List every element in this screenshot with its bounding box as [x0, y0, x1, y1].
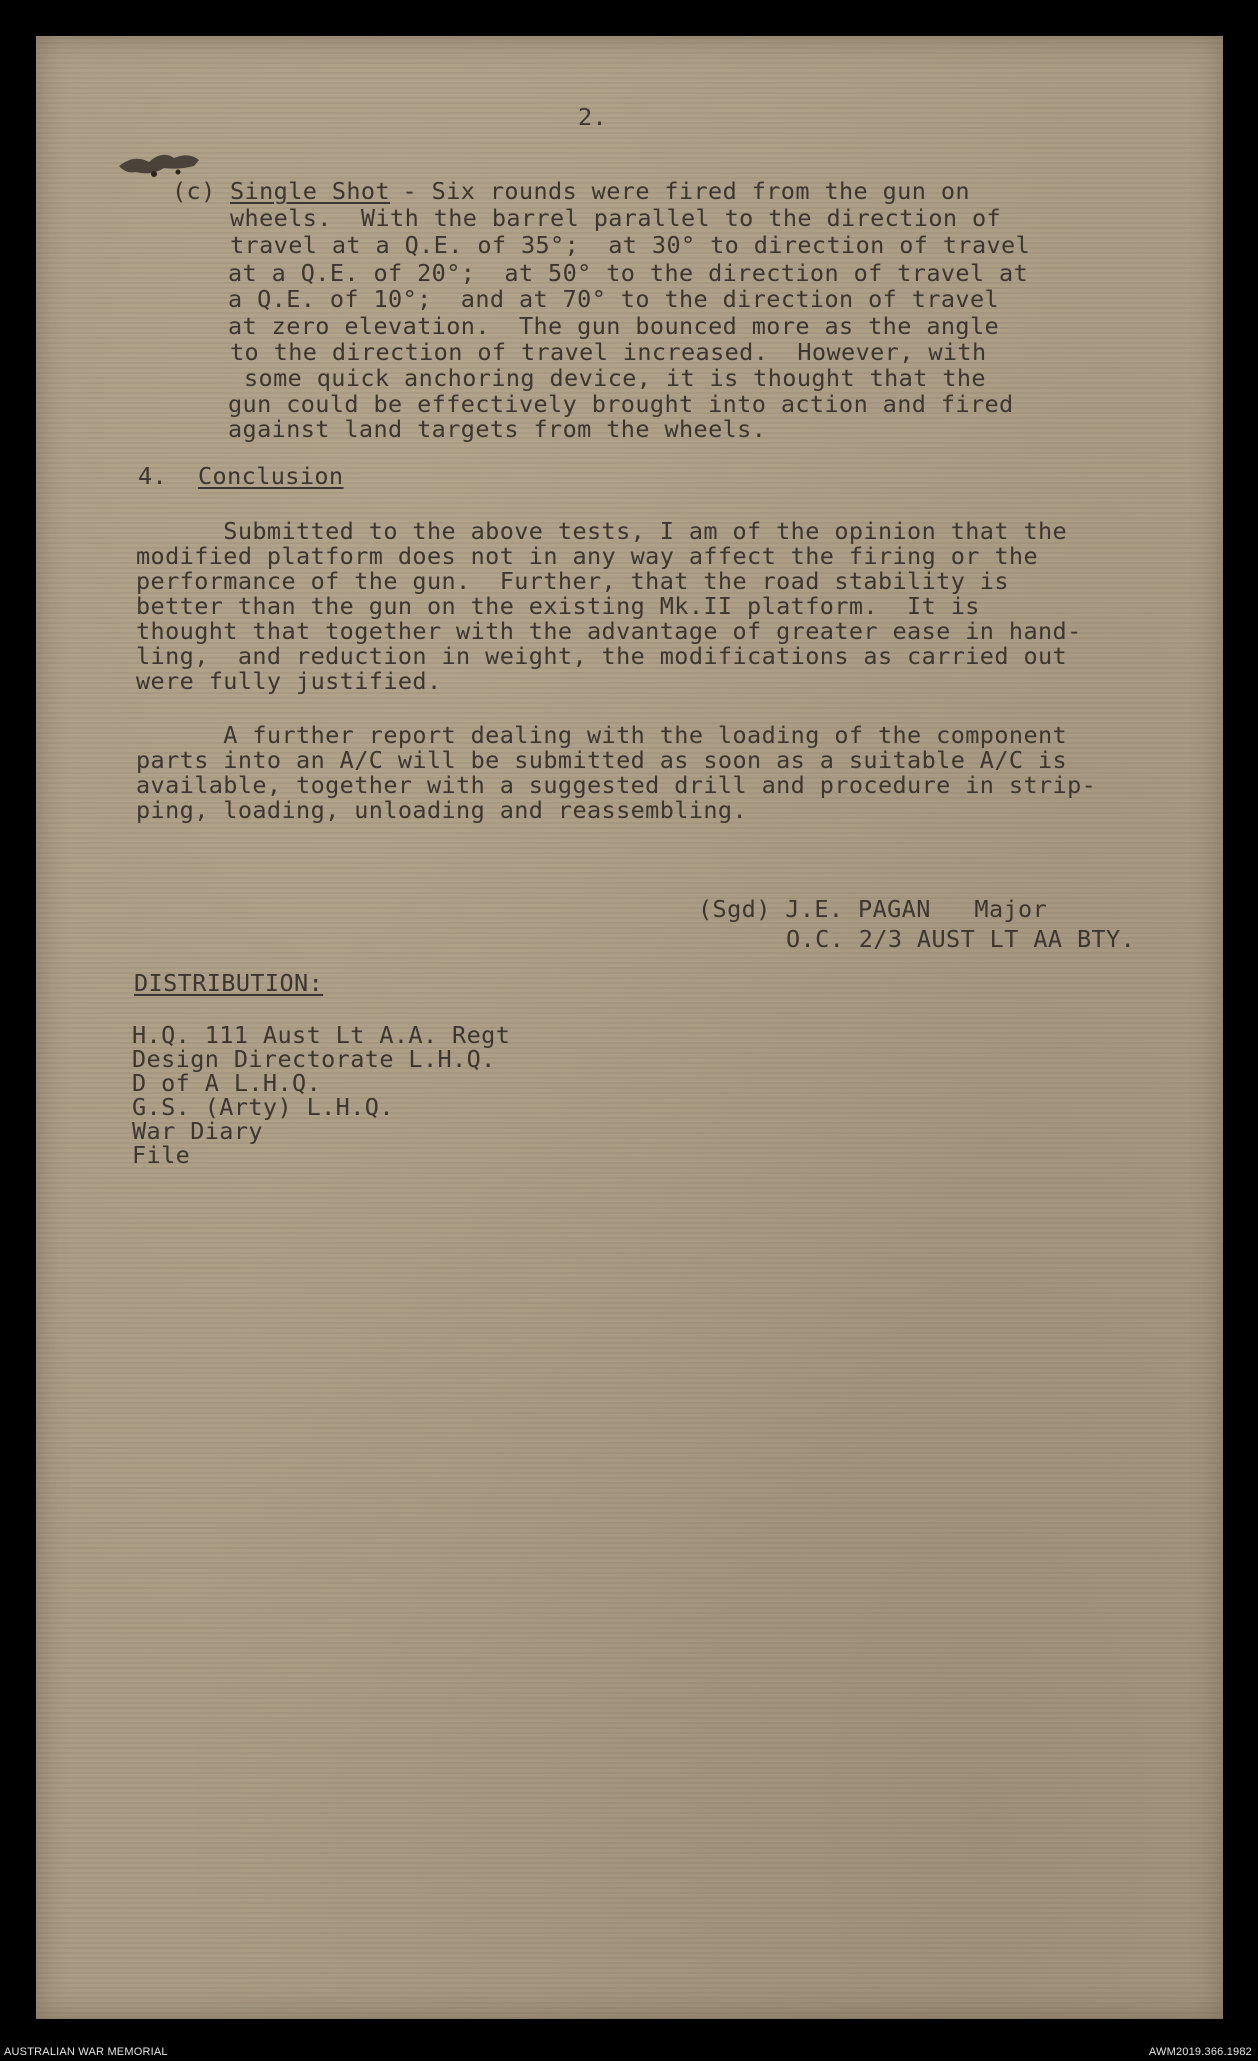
- distribution-heading: DISTRIBUTION:: [134, 969, 324, 997]
- conclusion-para1-line-2: modified platform does not in any way affect the firing or the: [136, 542, 1038, 570]
- footer-accession-number: AWM2019.366.1982: [1148, 2046, 1252, 2058]
- section-c-line-6: at zero elevation. The gun bounced more as the angle: [228, 312, 1000, 340]
- section-c-line-8: some quick anchoring device, it is thought that the: [244, 364, 986, 392]
- conclusion-para2-line-3: available, together with a suggested drill and procedure in strip-: [136, 771, 1097, 799]
- page-number: 2.: [578, 103, 608, 131]
- conclusion-para1-line-7: were fully justified.: [136, 667, 442, 695]
- conclusion-para2-line-1: A further report dealing with the loading of the component: [136, 721, 1068, 749]
- section-c-heading: Single Shot: [230, 177, 391, 205]
- section-c-line-10: against land targets from the wheels.: [228, 415, 767, 443]
- section-c-line-2: wheels. With the barrel parallel to the direction of: [230, 204, 1002, 232]
- conclusion-para1-line-4: better than the gun on the existing Mk.II platform. It is: [136, 592, 980, 620]
- signature-line-1: (Sgd) J.E. PAGAN Major: [698, 895, 1048, 923]
- distribution-item: H.Q. 111 Aust Lt A.A. Regt: [132, 1021, 511, 1049]
- section-c-line-1: - Six rounds were fired from the gun on: [388, 177, 970, 205]
- section-c-label: (c): [172, 177, 216, 205]
- conclusion-para2-line-2: parts into an A/C will be submitted as soon as a suitable A/C is: [136, 746, 1068, 774]
- conclusion-para1-line-5: thought that together with the advantage of greater ease in hand-: [136, 617, 1082, 645]
- section-c-line-5: a Q.E. of 10°; and at 70° to the direction of travel: [228, 285, 1000, 313]
- distribution-item: G.S. (Arty) L.H.Q.: [132, 1093, 394, 1121]
- distribution-item: File: [132, 1141, 191, 1169]
- section-c-line-9: gun could be effectively brought into action and fired: [228, 390, 1014, 418]
- distribution-item: War Diary: [132, 1117, 263, 1145]
- section-c-line-3: travel at a Q.E. of 35°; at 30° to direction of travel: [230, 231, 1031, 259]
- conclusion-para1-line-3: performance of the gun. Further, that the road stability is: [136, 567, 1009, 595]
- section-4-number: 4.: [138, 462, 168, 490]
- section-c-line-7: to the direction of travel increased. However, with: [230, 338, 987, 366]
- conclusion-para1-line-1: Submitted to the above tests, I am of the opinion that the: [136, 517, 1068, 545]
- section-4-heading: Conclusion: [198, 462, 344, 490]
- distribution-item: Design Directorate L.H.Q.: [132, 1045, 496, 1073]
- conclusion-para1-line-6: ling, and reduction in weight, the modifications as carried out: [136, 642, 1068, 670]
- conclusion-para2-line-4: ping, loading, unloading and reassembling.: [136, 796, 748, 824]
- section-c-line-4: at a Q.E. of 20°; at 50° to the direction of travel at: [228, 259, 1029, 287]
- distribution-item: D of A L.H.Q.: [132, 1069, 322, 1097]
- signature-line-2: O.C. 2/3 AUST LT AA BTY.: [786, 925, 1136, 953]
- footer-institution: AUSTRALIAN WAR MEMORIAL: [4, 2046, 168, 2058]
